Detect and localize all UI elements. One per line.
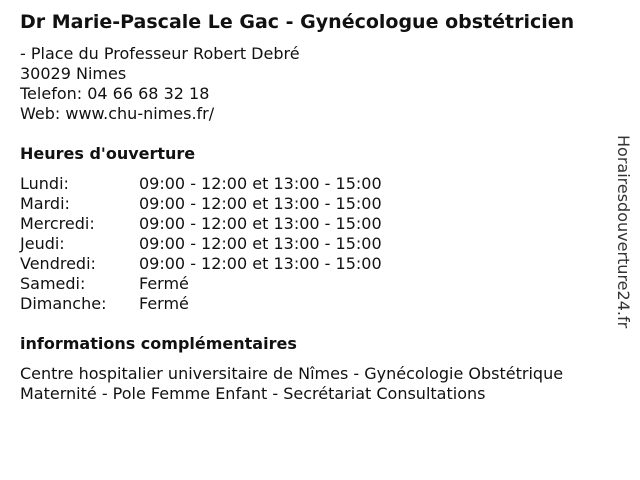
address-line: - Place du Professeur Robert Debré (20, 44, 300, 63)
hours-value: 09:00 - 12:00 et 13:00 - 15:00 (139, 254, 382, 273)
site-watermark: Horairesdouverture24.fr (614, 135, 633, 329)
day-label: Vendredi: (20, 254, 96, 273)
hours-value: 09:00 - 12:00 et 13:00 - 15:00 (139, 194, 382, 213)
info-line: Centre hospitalier universitaire de Nîmes - Gynécologie Obstétrique (20, 364, 564, 383)
hours-value: Fermé (139, 294, 189, 313)
opening-hours-heading: Heures d'ouverture (20, 144, 196, 163)
day-label: Mardi: (20, 194, 70, 213)
city-line: 30029 Nimes (20, 64, 127, 83)
hours-value: 09:00 - 12:00 et 13:00 - 15:00 (139, 214, 382, 233)
hours-value: Fermé (139, 274, 189, 293)
contact-block (20, 44, 300, 124)
hours-value: 09:00 - 12:00 et 13:00 - 15:00 (139, 234, 382, 253)
info-line: Maternité - Pole Femme Enfant - Secrétariat Consultations (20, 384, 486, 403)
hours-value: 09:00 - 12:00 et 13:00 - 15:00 (139, 174, 382, 193)
additional-info-heading: informations complémentaires (20, 334, 297, 353)
day-label: Dimanche: (20, 294, 107, 313)
day-label: Lundi: (20, 174, 69, 193)
day-label: Jeudi: (20, 234, 65, 253)
page-title: Dr Marie-Pascale Le Gac - Gynécologue obstétricien (20, 11, 575, 33)
web-line: Web: www.chu-nimes.fr/ (20, 104, 215, 123)
phone-line: Telefon: 04 66 68 32 18 (20, 84, 210, 103)
additional-info-block (20, 364, 563, 404)
day-label: Mercredi: (20, 214, 95, 233)
day-label: Samedi: (20, 274, 86, 293)
